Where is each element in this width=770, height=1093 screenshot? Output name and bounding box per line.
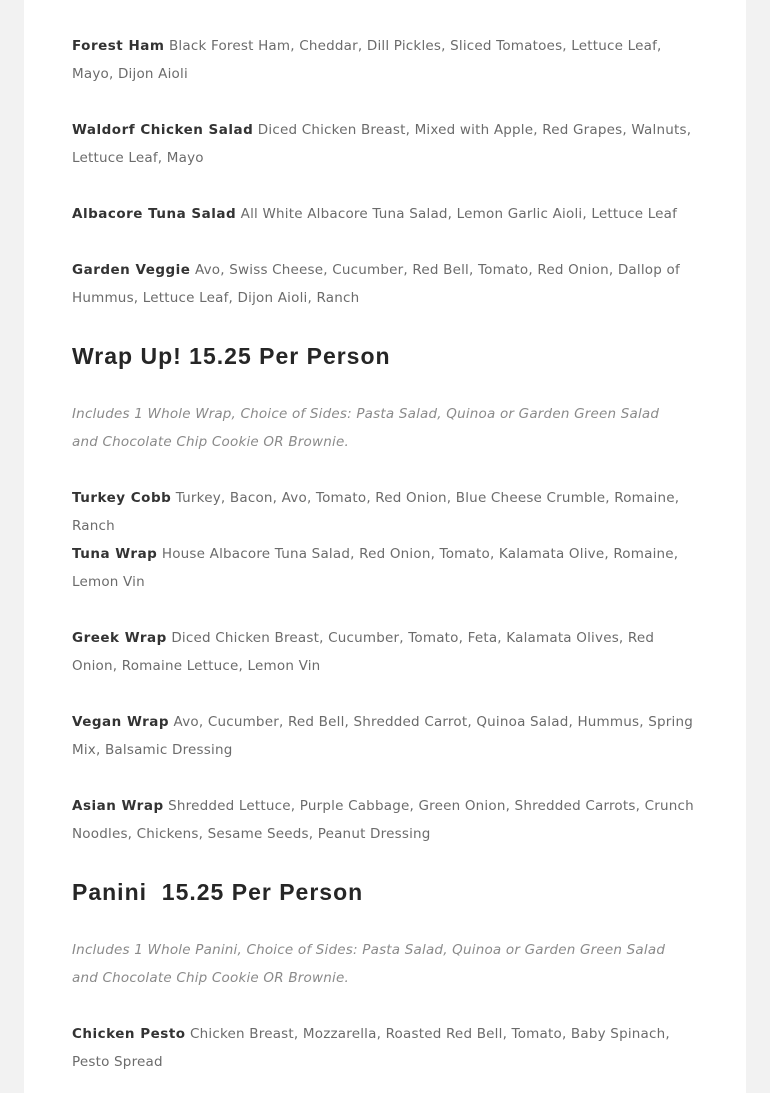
menu-item-description: Diced Chicken Breast, Cucumber, Tomato, Feta, Kalamata Olives, Red Onion, Romaine Lettuce, Lemon Vin xyxy=(72,630,655,674)
menu-item xyxy=(72,116,702,172)
menu-item-name: Forest Ham xyxy=(72,38,165,54)
menu-item-name: Tuna Wrap xyxy=(72,546,158,562)
menu-item xyxy=(72,1020,702,1076)
menu-item-description: Chicken Breast, Mozzarella, Roasted Red Bell, Tomato, Baby Spinach, Pesto Spread xyxy=(72,1026,670,1070)
menu-item xyxy=(72,256,702,312)
menu-item xyxy=(72,200,702,228)
section-title-panini: Panini 15.25 Per Person xyxy=(72,879,364,905)
menu-item xyxy=(72,708,702,764)
menu-item-name: Turkey Cobb xyxy=(72,490,172,506)
menu-item-description: House Albacore Tuna Salad, Red Onion, Tomato, Kalamata Olive, Romaine, Lemon Vin xyxy=(72,546,679,590)
menu-item-name: Chicken Pesto xyxy=(72,1026,186,1042)
menu-item xyxy=(72,624,702,680)
menu-item xyxy=(72,792,702,848)
menu-item-description: Shredded Lettuce, Purple Cabbage, Green Onion, Shredded Carrots, Crunch Noodles, Chickens, Sesame Seeds, Peanut Dressing xyxy=(72,798,694,842)
menu-item-name: Albacore Tuna Salad xyxy=(72,206,237,222)
menu-item-description: Turkey, Bacon, Avo, Tomato, Red Onion, Blue Cheese Crumble, Romaine, Ranch xyxy=(72,490,680,534)
menu-item-description: Diced Chicken Breast, Mixed with Apple, Red Grapes, Walnuts, Lettuce Leaf, Mayo xyxy=(72,122,692,166)
menu-item-name: Asian Wrap xyxy=(72,798,164,814)
menu-item-description: Black Forest Ham, Cheddar, Dill Pickles, Sliced Tomatoes, Lettuce Leaf, Mayo, Dijon Aioli xyxy=(72,38,662,82)
section-title-wraps: Wrap Up! 15.25 Per Person xyxy=(72,343,391,369)
menu-item-name: Vegan Wrap xyxy=(72,714,170,730)
menu-item-description: All White Albacore Tuna Salad, Lemon Garlic Aioli, Lettuce Leaf xyxy=(240,206,678,222)
menu-item-name: Waldorf Chicken Salad xyxy=(72,122,254,138)
section-note-wraps: Includes 1 Whole Wrap, Choice of Sides: Pasta Salad, Quinoa or Garden Green Salad and Chocolate Chip Cookie OR Brownie. xyxy=(72,406,660,450)
section-note-panini: Includes 1 Whole Panini, Choice of Sides: Pasta Salad, Quinoa or Garden Green Salad and Chocolate Chip Cookie OR Brownie. xyxy=(72,942,666,986)
menu-page xyxy=(24,0,746,1093)
menu-item-name: Greek Wrap xyxy=(72,630,167,646)
menu-item xyxy=(72,540,702,596)
menu-item-description: Avo, Cucumber, Red Bell, Shredded Carrot, Quinoa Salad, Hummus, Spring Mix, Balsamic Dressing xyxy=(72,714,693,758)
menu-item xyxy=(72,484,702,540)
menu-item-name: Garden Veggie xyxy=(72,262,191,278)
menu-item-description: Avo, Swiss Cheese, Cucumber, Red Bell, Tomato, Red Onion, Dallop of Hummus, Lettuce Leaf, Dijon Aioli, Ranch xyxy=(72,262,680,306)
menu-item xyxy=(72,32,702,88)
